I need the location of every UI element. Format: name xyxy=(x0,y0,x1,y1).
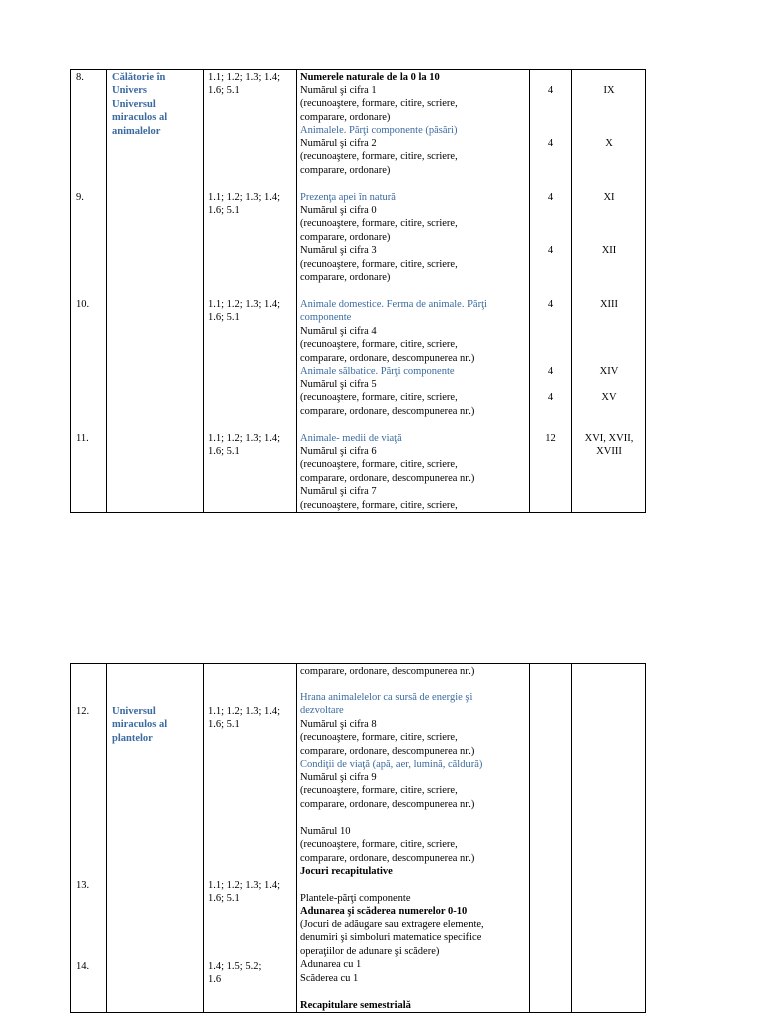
column-nr xyxy=(71,70,107,512)
content-topic: Condiţii de viaţă (apă, aer, lumină, căldură) xyxy=(300,759,483,770)
learning-unit-title: Universul miraculos al plantelor xyxy=(112,706,168,744)
content-text: Plantele-părţi componente xyxy=(300,893,411,904)
content-text: Numărul şi cifra 4 (recunoaştere, formare, citire, scriere, comparare, ordonare, descompunerea nr.) xyxy=(300,326,475,364)
content-text: Numărul şi cifra 0 (recunoaştere, formare, citire, scriere, comparare, ordonare) Numărul şi cifra 3 (recunoaştere, formare, citire, scriere, comparare, ordonare) xyxy=(300,205,458,284)
hours-value: 4 xyxy=(547,85,554,96)
column-hours xyxy=(530,70,572,512)
hours-value: 4 xyxy=(547,138,554,149)
week-value: XVI, XVII, XVIII xyxy=(584,433,634,458)
week-value: XIV xyxy=(599,366,619,377)
hours-value: 4 xyxy=(547,299,554,310)
row-number: 14. xyxy=(76,961,90,972)
content-text: Numărul şi cifra 5 (recunoaştere, formare, citire, scriere, comparare, ordonare, descompunerea nr.) xyxy=(300,379,475,417)
column-competences xyxy=(204,70,297,512)
learning-unit-title: Călătorie în Univers Universul miraculos al animalelor xyxy=(112,72,168,137)
week-value: XIII xyxy=(599,299,619,310)
content-text: Numărul şi cifra 6 (recunoaştere, formare, citire, scriere, comparare, ordonare, descompunerea nr.) Numărul şi cifra 7 (recunoaştere, formare, citire, scriere, xyxy=(300,446,475,511)
content-topic: Animalele. Părţi componente (păsări) xyxy=(300,125,458,136)
competences: 1.1; 1.2; 1.3; 1.4; 1.6; 5.1 xyxy=(208,433,281,458)
week-value: XII xyxy=(601,245,617,256)
content-topic: Hrana animalelelor ca sursă de energie şi dezvoltare xyxy=(300,692,473,717)
column-unit xyxy=(107,664,204,1012)
row-number: 10. xyxy=(76,299,90,310)
content-text: Numărul 10 (recunoaştere, formare, citire, scriere, comparare, ordonare, descompunerea nr.) xyxy=(300,826,475,864)
content-text: Numărul şi cifra 1 (recunoaştere, formare, citire, scriere, comparare, ordonare) xyxy=(300,85,458,123)
column-weeks xyxy=(572,664,646,1012)
competences: 1.1; 1.2; 1.3; 1.4; 1.6; 5.1 xyxy=(208,192,281,217)
column-weeks xyxy=(572,70,646,512)
content-heading: Jocuri recapitulative xyxy=(300,866,393,877)
content-heading: Adunarea şi scăderea numerelor 0-10 xyxy=(300,906,468,917)
competences: 1.1; 1.2; 1.3; 1.4; 1.6; 5.1 xyxy=(208,880,281,905)
hours-value: 4 xyxy=(547,245,554,256)
content-text: Numărul şi cifra 8 (recunoaştere, formare, citire, scriere, comparare, ordonare, descompunerea nr.) xyxy=(300,719,475,757)
calendar-table-1 xyxy=(70,69,646,513)
content-topic: Animale- medii de viaţă xyxy=(300,433,402,444)
column-nr xyxy=(71,664,107,1012)
column-content xyxy=(297,664,530,1012)
row-number: 8. xyxy=(76,72,84,83)
column-unit xyxy=(107,70,204,512)
week-value: XI xyxy=(603,192,615,203)
row-number: 13. xyxy=(76,880,90,891)
content-heading: Recapitulare semestrială xyxy=(300,1000,411,1011)
hours-value: 4 xyxy=(547,366,554,377)
calendar-table-2 xyxy=(70,663,646,1013)
hours-value: 12 xyxy=(545,433,556,444)
hours-value: 4 xyxy=(547,392,554,403)
week-value: X xyxy=(605,138,613,149)
column-content xyxy=(297,70,530,512)
row-number: 12. xyxy=(76,706,90,717)
content-topic: Prezenţa apei în natură xyxy=(300,192,396,203)
row-number: 9. xyxy=(76,192,84,203)
column-competences xyxy=(204,664,297,1012)
competences: 1.1; 1.2; 1.3; 1.4; 1.6; 5.1 xyxy=(208,72,281,97)
content-text: Numărul şi cifra 9 (recunoaştere, formare, citire, scriere, comparare, ordonare, descompunerea nr.) xyxy=(300,772,475,810)
competences: 1.1; 1.2; 1.3; 1.4; 1.6; 5.1 xyxy=(208,706,281,731)
competences: 1.4; 1.5; 5.2; 1.6 xyxy=(208,961,262,986)
row-number: 11. xyxy=(76,433,89,444)
content-topic: Animale sălbatice. Părţi componente xyxy=(300,366,455,377)
week-value: IX xyxy=(603,85,615,96)
content-text: (Jocuri de adăugare sau extragere elemente, denumiri şi simboluri matematice specifice operaţiilor de adunare şi scădere) Adunarea cu 1 Scăderea cu 1 xyxy=(300,919,484,984)
competences: 1.1; 1.2; 1.3; 1.4; 1.6; 5.1 xyxy=(208,299,281,324)
column-hours xyxy=(530,664,572,1012)
content-text: comparare, ordonare, descompunerea nr.) xyxy=(300,666,475,677)
content-text: Numărul şi cifra 2 (recunoaştere, formare, citire, scriere, comparare, ordonare) xyxy=(300,138,458,176)
hours-value: 4 xyxy=(547,192,554,203)
content-topic: Animale domestice. Ferma de animale. Părţi componente xyxy=(300,299,487,324)
week-value: XV xyxy=(601,392,617,403)
content-heading: Numerele naturale de la 0 la 10 xyxy=(300,72,440,83)
